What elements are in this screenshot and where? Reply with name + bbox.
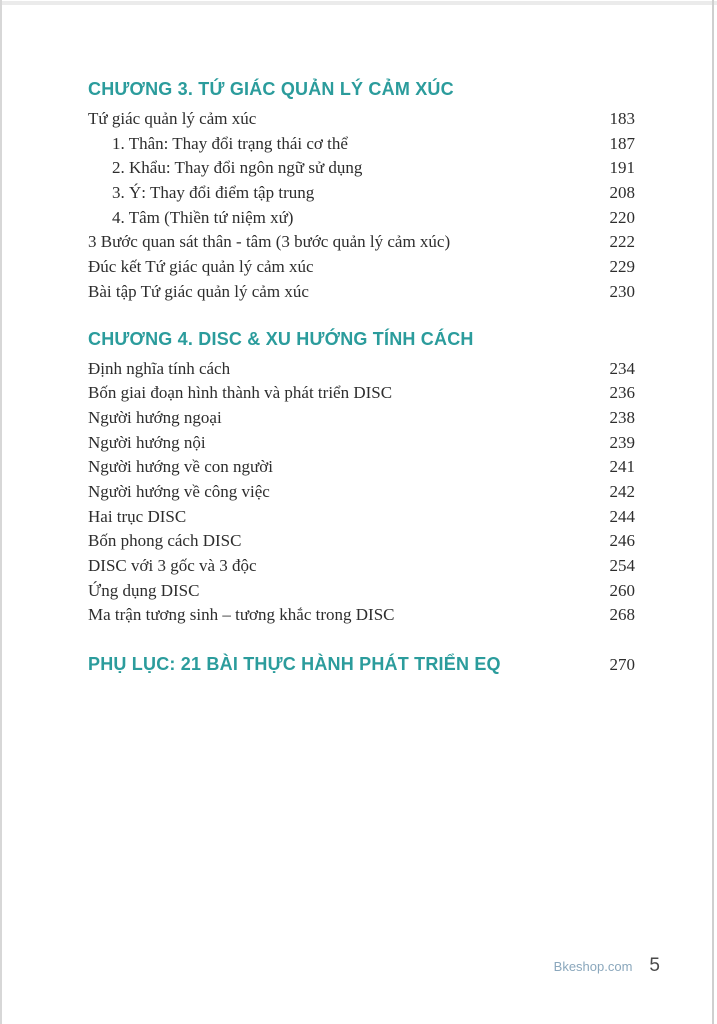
toc-entry-label: Người hướng nội bbox=[88, 432, 206, 452]
toc-entry-label: 4. Tâm (Thiền tứ niệm xứ) bbox=[112, 207, 294, 227]
page-edge-left bbox=[0, 0, 2, 1024]
toc-row bbox=[88, 359, 635, 384]
toc-row bbox=[88, 408, 635, 433]
toc-sections bbox=[88, 78, 635, 630]
toc-entry-label: DISC với 3 gốc và 3 độc bbox=[88, 556, 257, 575]
toc-entry-page: 244 bbox=[609, 506, 635, 526]
toc-entry-label: Bài tập Tứ giác quản lý cảm xúc bbox=[88, 281, 309, 301]
toc-row bbox=[88, 282, 635, 307]
toc-entry-page: 234 bbox=[609, 358, 635, 378]
toc-row bbox=[88, 232, 635, 257]
page-footer bbox=[554, 955, 660, 977]
toc-entry-label: Định nghĩa tính cách bbox=[88, 358, 231, 378]
toc-entry-label: Đúc kết Tứ giác quản lý cảm xúc bbox=[88, 257, 314, 277]
toc-entry-page: 246 bbox=[609, 531, 635, 551]
toc-entry-page: 230 bbox=[609, 281, 635, 301]
toc-row bbox=[88, 433, 635, 458]
toc-section-heading: CHƯƠNG 4. DISC & XU HƯỚNG TÍNH CÁCH bbox=[88, 328, 474, 349]
toc-entry-page: 239 bbox=[609, 432, 635, 452]
toc-section bbox=[88, 78, 635, 307]
toc-entry-label: 3. Ý: Thay đổi điểm tập trung bbox=[112, 183, 315, 203]
toc-entry-page: 238 bbox=[609, 407, 635, 427]
toc-entry-page: 236 bbox=[609, 383, 635, 403]
toc-entry-page: 242 bbox=[609, 481, 635, 501]
toc-entry-label: Tứ giác quản lý cảm xúc bbox=[88, 109, 257, 128]
appendix-page-number: 270 bbox=[609, 655, 635, 675]
toc-entry-label: Bốn phong cách DISC bbox=[88, 531, 242, 551]
footer-page-number: 5 bbox=[649, 955, 660, 976]
toc-row bbox=[88, 556, 635, 581]
toc-row bbox=[88, 457, 635, 482]
toc-row bbox=[88, 531, 635, 556]
toc-entry-page: 220 bbox=[609, 207, 635, 227]
toc-entry-label: Bốn giai đoạn hình thành và phát triển DISC bbox=[88, 383, 393, 403]
toc-entry-page: 229 bbox=[609, 257, 635, 277]
toc-row bbox=[88, 109, 635, 134]
toc-appendix-row bbox=[88, 653, 635, 675]
page-edge-right bbox=[712, 0, 714, 1024]
appendix-heading: PHỤ LỤC: 21 BÀI THỰC HÀNH PHÁT TRIỂN EQ bbox=[88, 654, 501, 675]
toc-row bbox=[88, 208, 635, 233]
toc-section bbox=[88, 328, 635, 631]
footer-site-watermark: Bkeshop.com bbox=[553, 959, 633, 974]
toc-entry-page: 191 bbox=[609, 158, 635, 178]
toc-entry-page: 187 bbox=[609, 133, 635, 153]
toc-content bbox=[88, 78, 635, 675]
toc-entry-label: Ma trận tương sinh – tương khắc trong DISC bbox=[88, 605, 395, 625]
toc-entry-label: 1. Thân: Thay đổi trạng thái cơ thể bbox=[112, 133, 348, 153]
toc-entry-label: Người hướng ngoại bbox=[88, 407, 222, 427]
toc-entry-page: 254 bbox=[609, 556, 635, 575]
toc-entry-page: 183 bbox=[609, 109, 635, 128]
toc-entry-label: Ứng dụng DISC bbox=[88, 580, 200, 600]
toc-row bbox=[88, 257, 635, 282]
toc-entry-page: 268 bbox=[609, 605, 635, 625]
toc-section-heading: CHƯƠNG 3. TỨ GIÁC QUẢN LÝ CẢM XÚC bbox=[88, 79, 454, 99]
toc-entry-page: 241 bbox=[609, 457, 635, 477]
toc-entry-label: Hai trục DISC bbox=[88, 506, 187, 526]
toc-row bbox=[88, 183, 635, 208]
toc-entry-page: 222 bbox=[609, 232, 635, 252]
toc-row bbox=[88, 134, 635, 159]
toc-entry-page: 260 bbox=[609, 580, 635, 600]
toc-entry-page: 208 bbox=[609, 183, 635, 203]
toc-row bbox=[88, 507, 635, 532]
toc-row bbox=[88, 581, 635, 606]
toc-entry-label: 3 Bước quan sát thân - tâm (3 bước quản lý cảm xúc) bbox=[88, 232, 451, 252]
toc-entry-label: Người hướng về công việc bbox=[88, 481, 270, 501]
toc-row bbox=[88, 605, 635, 630]
page-edge-top bbox=[0, 1, 717, 5]
toc-row bbox=[88, 383, 635, 408]
toc-row bbox=[88, 482, 635, 507]
toc-entry-label: Người hướng về con người bbox=[88, 457, 273, 477]
toc-row bbox=[88, 158, 635, 183]
toc-entry-label: 2. Khẩu: Thay đổi ngôn ngữ sử dụng bbox=[112, 158, 363, 178]
